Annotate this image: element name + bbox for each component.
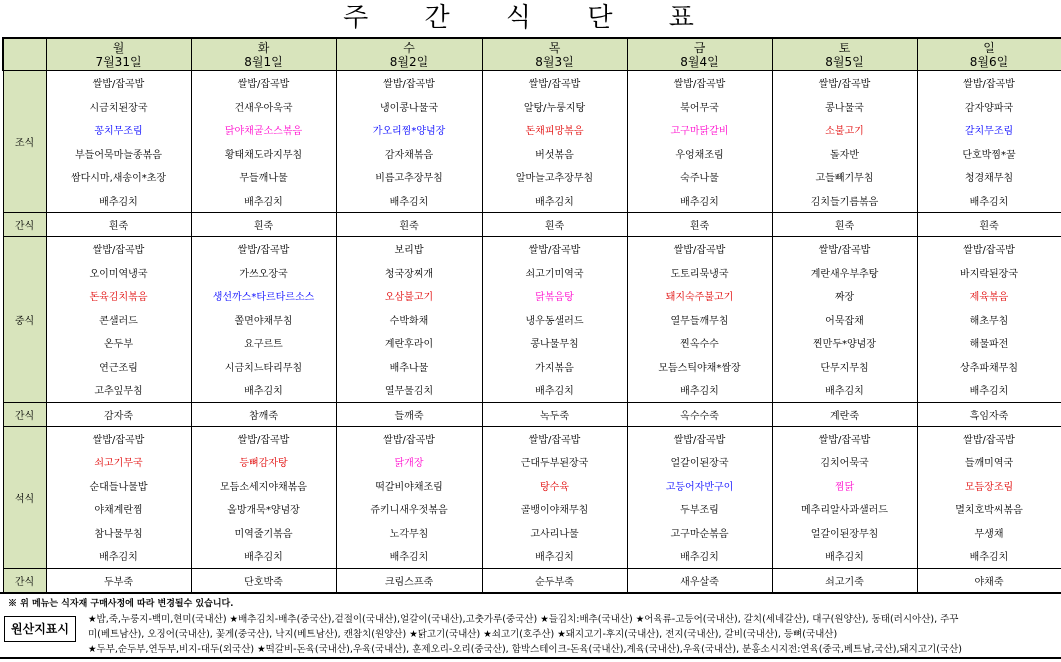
breakfast-row (3, 189, 1061, 213)
snack-item: 참깨죽 (191, 402, 336, 426)
menu-item: 짜장 (772, 284, 917, 308)
menu-item: 고추잎무침 (46, 378, 191, 402)
menu-item: 감자양파국 (917, 95, 1061, 119)
menu-item: 어묵잡채 (772, 308, 917, 332)
menu-item: 찜닭 (772, 474, 917, 498)
menu-item: 가지볶음 (482, 355, 627, 379)
snack-item: 흑임자죽 (917, 402, 1061, 426)
snack-item: 흰죽 (191, 213, 336, 237)
lunch-row (3, 237, 1061, 261)
menu-item: 쌀밥/잡곡밥 (917, 71, 1061, 95)
dinner-row (3, 474, 1061, 498)
menu-item: 배추김치 (772, 544, 917, 568)
menu-item: 감자채볶음 (336, 142, 482, 166)
snack-label: 간식 (3, 213, 46, 237)
menu-item: 열무물김치 (336, 378, 482, 402)
dinner-row (3, 426, 1061, 450)
menu-item: 쌀밥/잡곡밥 (482, 237, 627, 261)
dinner-label: 석식 (3, 426, 46, 568)
breakfast-row (3, 118, 1061, 142)
origin-text (88, 612, 1056, 657)
menu-item: 찐옥수수 (627, 331, 772, 355)
menu-item: 배추김치 (191, 189, 336, 213)
dinner-row (3, 450, 1061, 474)
menu-item: 배추김치 (772, 378, 917, 402)
snack-item: 감자죽 (46, 402, 191, 426)
menu-item: 오삼불고기 (336, 284, 482, 308)
menu-item: 모듬스틱야채*쌈장 (627, 355, 772, 379)
snack-row (3, 568, 1061, 592)
lunch-row (3, 308, 1061, 332)
menu-item: 도토리묵냉국 (627, 261, 772, 285)
bottom-border (0, 657, 1061, 659)
menu-item: 쌀밥/잡곡밥 (772, 71, 917, 95)
menu-item: 고등어자반구이 (627, 474, 772, 498)
menu-item: 황태채도라지무침 (191, 142, 336, 166)
menu-item: 북어무국 (627, 95, 772, 119)
dinner-row (3, 521, 1061, 545)
menu-item: 쌀밥/잡곡밥 (482, 426, 627, 450)
menu-item: 배추김치 (191, 544, 336, 568)
snack-item: 단호박죽 (191, 568, 336, 592)
menu-item: 갈치무조림 (917, 118, 1061, 142)
menu-item: 꽁치무조림 (46, 118, 191, 142)
origin-line: ★두부,순두부,연두부,비지-대두(외국산) ★떡갈비-돈육(국내산),우육(국내산), 훈제오리-오리(중국산), 함박스테이크-돈육(국내산),계육(국내산),우육(국내산), 분홍소시지전:연육(중국,베트남,국산),돼지고기(국산) (88, 644, 962, 655)
menu-item: 무생채 (917, 521, 1061, 545)
snack-item: 흰죽 (336, 213, 482, 237)
menu-item: 상추파채무침 (917, 355, 1061, 379)
menu-item: 배추김치 (482, 378, 627, 402)
menu-item: 시금치느타리무침 (191, 355, 336, 379)
menu-item: 닭야채굴소스볶음 (191, 118, 336, 142)
menu-item: 버섯볶음 (482, 142, 627, 166)
snack-item: 흰죽 (482, 213, 627, 237)
menu-item: 가쓰오장국 (191, 261, 336, 285)
breakfast-row (3, 142, 1061, 166)
menu-item: 배추김치 (46, 189, 191, 213)
breakfast-row (3, 71, 1061, 95)
menu-item: 배추김치 (917, 544, 1061, 568)
snack-item: 순두부죽 (482, 568, 627, 592)
snack-item: 흰죽 (627, 213, 772, 237)
menu-item: 두부조림 (627, 497, 772, 521)
menu-item: 쌀밥/잡곡밥 (772, 426, 917, 450)
menu-item: 탕수육 (482, 474, 627, 498)
page-title: 주 간 식 단 표 (343, 3, 718, 33)
menu-item: 생선까스*타르타르소스 (191, 284, 336, 308)
menu-item: 메추리알사과샐러드 (772, 497, 917, 521)
menu-item: 닭개장 (336, 450, 482, 474)
snack-label: 간식 (3, 568, 46, 592)
menu-item: 닭볶음탕 (482, 284, 627, 308)
menu-item: 쌀밥/잡곡밥 (627, 71, 772, 95)
menu-item: 돼지숙주불고기 (627, 284, 772, 308)
menu-item: 수박화채 (336, 308, 482, 332)
menu-item: 배추김치 (482, 544, 627, 568)
lunch-row (3, 284, 1061, 308)
menu-item: 배추김치 (627, 378, 772, 402)
day-header: 일 8월6일 (917, 38, 1061, 71)
menu-item: 계란새우부추탕 (772, 261, 917, 285)
footer-notes (0, 592, 1061, 662)
menu-item: 알탕/누룽지탕 (482, 95, 627, 119)
menu-item: 쌀밥/잡곡밥 (627, 426, 772, 450)
menu-item: 쌀밥/잡곡밥 (191, 237, 336, 261)
menu-item: 쌀밥/잡곡밥 (627, 237, 772, 261)
lunch-row (3, 261, 1061, 285)
menu-item: 온두부 (46, 331, 191, 355)
menu-item: 쌀밥/잡곡밥 (482, 71, 627, 95)
snack-item: 흰죽 (917, 213, 1061, 237)
menu-item: 쌀밥/잡곡밥 (191, 426, 336, 450)
day-header: 수 8월2일 (336, 38, 482, 71)
menu-item: 쌀밥/잡곡밥 (772, 237, 917, 261)
menu-item: 배추김치 (917, 189, 1061, 213)
menu-item: 쌀밥/잡곡밥 (46, 237, 191, 261)
snack-row (3, 402, 1061, 426)
menu-item: 등뼈감자탕 (191, 450, 336, 474)
menu-item: 청국장찌개 (336, 261, 482, 285)
menu-item: 해물파전 (917, 331, 1061, 355)
lunch-row (3, 331, 1061, 355)
menu-item: 골뱅이야채무침 (482, 497, 627, 521)
menu-item: 김치들기름볶음 (772, 189, 917, 213)
lunch-label: 중식 (3, 237, 46, 403)
menu-item: 배추김치 (191, 378, 336, 402)
breakfast-label: 조식 (3, 71, 46, 213)
snack-item: 야채죽 (917, 568, 1061, 592)
menu-item: 배추김치 (627, 189, 772, 213)
menu-item: 쌀밥/잡곡밥 (336, 71, 482, 95)
origin-line: ★밥,죽,누룽지-백미,현미(국내산) ★배추김치-배추(중국산),겉절이(국내산),얼갈이(국내산),고춧가루(중국산) ★들김치:배추(국내산) ★어육류-고등어(국내산), 갈치(세네갈산), 대구(원양산), 동태(러시아산), 주꾸 (88, 614, 959, 625)
menu-item: 비름고추장무침 (336, 165, 482, 189)
menu-item: 쇠고기미역국 (482, 261, 627, 285)
day-header-row (3, 38, 1061, 71)
day-header: 목 8월3일 (482, 38, 627, 71)
menu-item: 숙주나물 (627, 165, 772, 189)
day-header: 금 8월4일 (627, 38, 772, 71)
menu-item: 순대들나물밥 (46, 474, 191, 498)
menu-item: 배추김치 (46, 544, 191, 568)
menu-item: 쥬키니새우젓볶음 (336, 497, 482, 521)
menu-item: 알마늘고추장무침 (482, 165, 627, 189)
menu-item: 모듬소세지야채볶음 (191, 474, 336, 498)
menu-item: 콘샐러드 (46, 308, 191, 332)
menu-item: 떡갈비야채조림 (336, 474, 482, 498)
snack-item: 흰죽 (772, 213, 917, 237)
menu-item: 고구마닭갈비 (627, 118, 772, 142)
menu-item: 쌀밥/잡곡밥 (46, 71, 191, 95)
weekly-menu-table (2, 37, 1061, 593)
menu-item: 미역줄기볶음 (191, 521, 336, 545)
menu-item: 쇠고기무국 (46, 450, 191, 474)
menu-item: 콩나물무침 (482, 331, 627, 355)
menu-item: 찐만두*양념장 (772, 331, 917, 355)
corner-cell (3, 38, 46, 71)
breakfast-row (3, 95, 1061, 119)
menu-item: 시금치된장국 (46, 95, 191, 119)
change-notice: ※ 위 메뉴는 식자재 구매사정에 따라 변경될수 있습니다. (8, 599, 234, 609)
snack-item: 녹두죽 (482, 402, 627, 426)
menu-item: 바지락된장국 (917, 261, 1061, 285)
menu-item: 우엉채조림 (627, 142, 772, 166)
menu-item: 들깨미역국 (917, 450, 1061, 474)
menu-item: 냉우동샐러드 (482, 308, 627, 332)
menu-item: 요구르트 (191, 331, 336, 355)
day-header: 토 8월5일 (772, 38, 917, 71)
menu-item: 김치어묵국 (772, 450, 917, 474)
lunch-row (3, 378, 1061, 402)
menu-item: 근대두부된장국 (482, 450, 627, 474)
menu-item: 부들어묵마늘종볶음 (46, 142, 191, 166)
menu-item: 냉이콩나물국 (336, 95, 482, 119)
snack-item: 계란죽 (772, 402, 917, 426)
menu-item: 연근조림 (46, 355, 191, 379)
menu-item: 쌈다시마,새송이*초장 (46, 165, 191, 189)
day-header: 월 7월31일 (46, 38, 191, 71)
menu-item: 모듬장조림 (917, 474, 1061, 498)
menu-item: 쌀밥/잡곡밥 (191, 71, 336, 95)
menu-item: 쌀밥/잡곡밥 (336, 426, 482, 450)
snack-item: 크림스프죽 (336, 568, 482, 592)
menu-item: 콩나물국 (772, 95, 917, 119)
day-header: 화 8월1일 (191, 38, 336, 71)
snack-item: 옥수수죽 (627, 402, 772, 426)
menu-item: 배추김치 (917, 378, 1061, 402)
menu-item: 배추김치 (336, 189, 482, 213)
menu-item: 얼갈이된장국 (627, 450, 772, 474)
snack-item: 새우살죽 (627, 568, 772, 592)
menu-item: 쌀밥/잡곡밥 (46, 426, 191, 450)
snack-label: 간식 (3, 402, 46, 426)
menu-item: 열무들깨무침 (627, 308, 772, 332)
menu-item: 건새우아욱국 (191, 95, 336, 119)
menu-item: 고구마순볶음 (627, 521, 772, 545)
menu-item: 얼갈이된장무침 (772, 521, 917, 545)
origin-label: 원산지표시 (4, 616, 76, 642)
menu-item: 소불고기 (772, 118, 917, 142)
menu-item: 쌀밥/잡곡밥 (917, 426, 1061, 450)
menu-item: 무들깨나물 (191, 165, 336, 189)
snack-item: 흰죽 (46, 213, 191, 237)
menu-item: 고사리나물 (482, 521, 627, 545)
dinner-row (3, 497, 1061, 521)
snack-row (3, 213, 1061, 237)
snack-item: 두부죽 (46, 568, 191, 592)
dinner-row (3, 544, 1061, 568)
menu-item: 쌀밥/잡곡밥 (917, 237, 1061, 261)
menu-item: 배추김치 (336, 544, 482, 568)
menu-item: 노각무침 (336, 521, 482, 545)
menu-item: 멸치호박씨볶음 (917, 497, 1061, 521)
snack-item: 쇠고기죽 (772, 568, 917, 592)
menu-item: 단무지무침 (772, 355, 917, 379)
menu-item: 쫄면야채무침 (191, 308, 336, 332)
menu-item: 돈육김치볶음 (46, 284, 191, 308)
menu-item: 올방개묵*양념장 (191, 497, 336, 521)
menu-item: 청경채무침 (917, 165, 1061, 189)
menu-item: 가오리찜*양념장 (336, 118, 482, 142)
menu-item: 오이미역냉국 (46, 261, 191, 285)
menu-item: 제육볶음 (917, 284, 1061, 308)
menu-item: 돈채피망볶음 (482, 118, 627, 142)
menu-item: 돌자반 (772, 142, 917, 166)
breakfast-row (3, 165, 1061, 189)
menu-item: 참나물무침 (46, 521, 191, 545)
lunch-row (3, 355, 1061, 379)
menu-item: 계란후라이 (336, 331, 482, 355)
menu-item: 고들빼기무침 (772, 165, 917, 189)
menu-item: 배추김치 (627, 544, 772, 568)
menu-item: 배추나물 (336, 355, 482, 379)
menu-item: 보리밥 (336, 237, 482, 261)
origin-line: 미(베트남산), 오징어(국내산), 꽃게(중국산), 낙지(베트남산), 캔참치(원양산) ★닭고기(국내산) ★쇠고기(호주산) ★돼지고기-후지(국내산), 전지(국내산), 갈비(국내산), 등뼈(국내산) (88, 629, 838, 640)
snack-item: 들깨죽 (336, 402, 482, 426)
menu-item: 야채계란찜 (46, 497, 191, 521)
menu-item: 단호박찜*꿀 (917, 142, 1061, 166)
menu-item: 해초무침 (917, 308, 1061, 332)
menu-item: 배추김치 (482, 189, 627, 213)
